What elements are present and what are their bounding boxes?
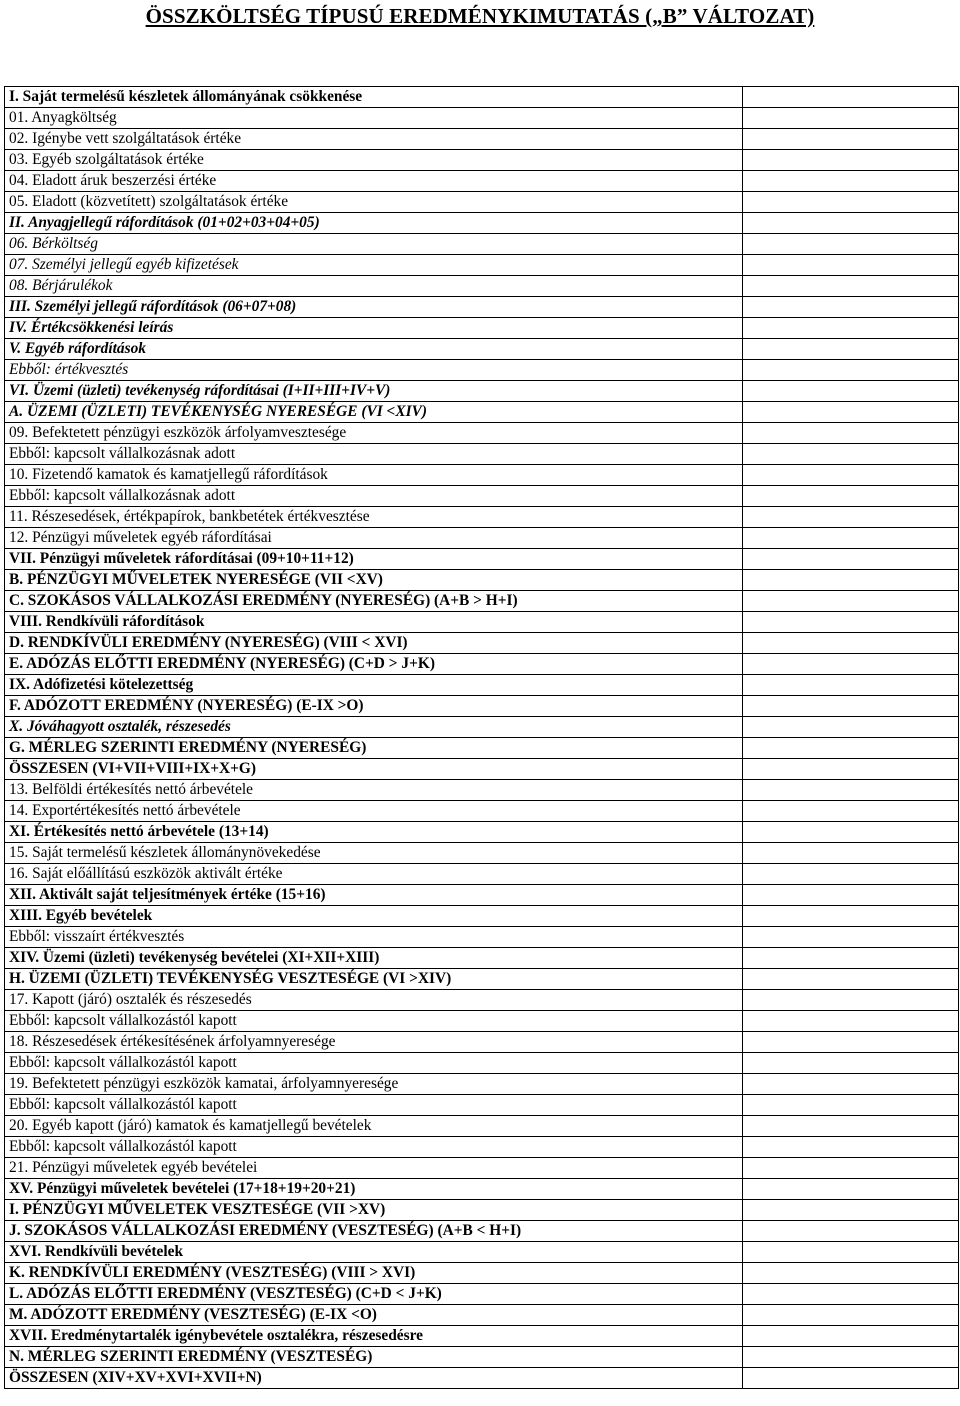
row-label: III. Személyi jellegű ráfordítások (06+07+08) xyxy=(5,297,743,318)
row-label: N. MÉRLEG SZERINTI EREDMÉNY (VESZTESÉG) xyxy=(5,1347,743,1368)
row-value-cell[interactable] xyxy=(743,717,959,738)
table-row xyxy=(5,297,959,318)
row-value-cell[interactable] xyxy=(743,1368,959,1389)
table-row xyxy=(5,822,959,843)
row-value-cell[interactable] xyxy=(743,612,959,633)
table-row xyxy=(5,1116,959,1137)
row-value-cell[interactable] xyxy=(743,1032,959,1053)
row-value-cell[interactable] xyxy=(743,255,959,276)
row-label: 16. Saját előállítású eszközök aktivált értéke xyxy=(5,864,743,885)
row-label: IV. Értékcsökkenési leírás xyxy=(5,318,743,339)
row-label: 03. Egyéb szolgáltatások értéke xyxy=(5,150,743,171)
table-row xyxy=(5,1263,959,1284)
row-value-cell[interactable] xyxy=(743,906,959,927)
table-row xyxy=(5,1179,959,1200)
table-row xyxy=(5,108,959,129)
row-label: VIII. Rendkívüli ráfordítások xyxy=(5,612,743,633)
table-row xyxy=(5,1095,959,1116)
row-label: 18. Részesedések értékesítésének árfolyamnyeresége xyxy=(5,1032,743,1053)
row-label: X. Jóváhagyott osztalék, részesedés xyxy=(5,717,743,738)
table-row xyxy=(5,444,959,465)
row-label: II. Anyagjellegű ráfordítások (01+02+03+04+05) xyxy=(5,213,743,234)
table-row xyxy=(5,1158,959,1179)
table-row xyxy=(5,717,959,738)
row-value-cell[interactable] xyxy=(743,1221,959,1242)
row-value-cell[interactable] xyxy=(743,1200,959,1221)
row-label: Ebből: kapcsolt vállalkozásnak adott xyxy=(5,486,743,507)
row-value-cell[interactable] xyxy=(743,129,959,150)
row-value-cell[interactable] xyxy=(743,1179,959,1200)
table-row xyxy=(5,339,959,360)
row-value-cell[interactable] xyxy=(743,1284,959,1305)
table-row xyxy=(5,885,959,906)
row-label: XII. Aktivált saját teljesítmények értéke (15+16) xyxy=(5,885,743,906)
row-value-cell[interactable] xyxy=(743,360,959,381)
table-row xyxy=(5,1137,959,1158)
row-value-cell[interactable] xyxy=(743,423,959,444)
row-value-cell[interactable] xyxy=(743,213,959,234)
row-label: 09. Befektetett pénzügyi eszközök árfolyamvesztesége xyxy=(5,423,743,444)
row-value-cell[interactable] xyxy=(743,948,959,969)
row-value-cell[interactable] xyxy=(743,1305,959,1326)
table-row xyxy=(5,1368,959,1389)
table-row xyxy=(5,234,959,255)
row-value-cell[interactable] xyxy=(743,234,959,255)
row-label: 13. Belföldi értékesítés nettó árbevétele xyxy=(5,780,743,801)
table-row xyxy=(5,129,959,150)
table-row xyxy=(5,318,959,339)
row-label: 20. Egyéb kapott (járó) kamatok és kamatjellegű bevételek xyxy=(5,1116,743,1137)
table-row xyxy=(5,675,959,696)
table-row xyxy=(5,528,959,549)
row-label: 10. Fizetendő kamatok és kamatjellegű ráfordítások xyxy=(5,465,743,486)
row-label: 15. Saját termelésű készletek állománynövekedése xyxy=(5,843,743,864)
table-row xyxy=(5,213,959,234)
row-value-cell[interactable] xyxy=(743,1053,959,1074)
row-value-cell[interactable] xyxy=(743,1095,959,1116)
row-value-cell[interactable] xyxy=(743,801,959,822)
table-row xyxy=(5,738,959,759)
row-value-cell[interactable] xyxy=(743,108,959,129)
row-value-cell[interactable] xyxy=(743,276,959,297)
table-row xyxy=(5,1242,959,1263)
table-row xyxy=(5,1221,959,1242)
table-row xyxy=(5,780,959,801)
row-label: 19. Befektetett pénzügyi eszközök kamatai, árfolyamnyeresége xyxy=(5,1074,743,1095)
row-value-cell[interactable] xyxy=(743,1347,959,1368)
row-label: ÖSSZESEN (VI+VII+VIII+IX+X+G) xyxy=(5,759,743,780)
row-value-cell[interactable] xyxy=(743,1137,959,1158)
row-value-cell[interactable] xyxy=(743,885,959,906)
row-value-cell[interactable] xyxy=(743,864,959,885)
row-value-cell[interactable] xyxy=(743,318,959,339)
row-label: XVII. Eredménytartalék igénybevétele osztalékra, részesedésre xyxy=(5,1326,743,1347)
table-row xyxy=(5,1074,959,1095)
row-label: Ebből: kapcsolt vállalkozástól kapott xyxy=(5,1011,743,1032)
table-row xyxy=(5,1305,959,1326)
row-value-cell[interactable] xyxy=(743,1263,959,1284)
row-label: 11. Részesedések, értékpapírok, bankbetétek értékvesztése xyxy=(5,507,743,528)
row-value-cell[interactable] xyxy=(743,927,959,948)
table-row xyxy=(5,1032,959,1053)
row-label: IX. Adófizetési kötelezettség xyxy=(5,675,743,696)
table-row xyxy=(5,1200,959,1221)
table-row xyxy=(5,1011,959,1032)
table-row xyxy=(5,1347,959,1368)
row-label: L. ADÓZÁS ELŐTTI EREDMÉNY (VESZTESÉG) (C+D < J+K) xyxy=(5,1284,743,1305)
table-row xyxy=(5,948,959,969)
row-value-cell[interactable] xyxy=(743,1158,959,1179)
row-label: 04. Eladott áruk beszerzési értéke xyxy=(5,171,743,192)
row-label: 02. Igénybe vett szolgáltatások értéke xyxy=(5,129,743,150)
table-row xyxy=(5,360,959,381)
row-label: XV. Pénzügyi műveletek bevételei (17+18+19+20+21) xyxy=(5,1179,743,1200)
row-label: XIII. Egyéb bevételek xyxy=(5,906,743,927)
row-value-cell[interactable] xyxy=(743,87,959,108)
row-label: XVI. Rendkívüli bevételek xyxy=(5,1242,743,1263)
row-label: M. ADÓZOTT EREDMÉNY (VESZTESÉG) (E-IX <O) xyxy=(5,1305,743,1326)
row-label: I. PÉNZÜGYI MŰVELETEK VESZTESÉGE (VII >XV) xyxy=(5,1200,743,1221)
table-row xyxy=(5,507,959,528)
table-row xyxy=(5,570,959,591)
table-row xyxy=(5,969,959,990)
row-value-cell[interactable] xyxy=(743,591,959,612)
table-row xyxy=(5,1284,959,1305)
table-row xyxy=(5,87,959,108)
row-value-cell[interactable] xyxy=(743,1074,959,1095)
table-row xyxy=(5,171,959,192)
row-label: Ebből: értékvesztés xyxy=(5,360,743,381)
table-row xyxy=(5,696,959,717)
row-value-cell[interactable] xyxy=(743,780,959,801)
row-value-cell[interactable] xyxy=(743,1011,959,1032)
income-statement-rows xyxy=(5,87,959,1389)
row-value-cell[interactable] xyxy=(743,1326,959,1347)
table-row xyxy=(5,549,959,570)
table-row xyxy=(5,465,959,486)
row-label: J. SZOKÁSOS VÁLLALKOZÁSI EREDMÉNY (VESZTESÉG) (A+B < H+I) xyxy=(5,1221,743,1242)
row-label: F. ADÓZOTT EREDMÉNY (NYERESÉG) (E-IX >O) xyxy=(5,696,743,717)
table-row xyxy=(5,1326,959,1347)
table-row xyxy=(5,633,959,654)
row-value-cell[interactable] xyxy=(743,507,959,528)
table-row xyxy=(5,906,959,927)
row-label: 17. Kapott (járó) osztalék és részesedés xyxy=(5,990,743,1011)
row-label: K. RENDKÍVÜLI EREDMÉNY (VESZTESÉG) (VIII > XVI) xyxy=(5,1263,743,1284)
row-value-cell[interactable] xyxy=(743,528,959,549)
row-value-cell[interactable] xyxy=(743,381,959,402)
row-label: Ebből: kapcsolt vállalkozástól kapott xyxy=(5,1137,743,1158)
row-label: 01. Anyagköltség xyxy=(5,108,743,129)
row-label: Ebből: visszaírt értékvesztés xyxy=(5,927,743,948)
row-label: A. ÜZEMI (ÜZLETI) TEVÉKENYSÉG NYERESÉGE (VI <XIV) xyxy=(5,402,743,423)
row-value-cell[interactable] xyxy=(743,1242,959,1263)
row-value-cell[interactable] xyxy=(743,402,959,423)
row-label: Ebből: kapcsolt vállalkozásnak adott xyxy=(5,444,743,465)
row-label: 12. Pénzügyi műveletek egyéb ráfordításai xyxy=(5,528,743,549)
row-value-cell[interactable] xyxy=(743,696,959,717)
row-value-cell[interactable] xyxy=(743,150,959,171)
row-value-cell[interactable] xyxy=(743,465,959,486)
row-label: Ebből: kapcsolt vállalkozástól kapott xyxy=(5,1053,743,1074)
row-label: B. PÉNZÜGYI MŰVELETEK NYERESÉGE (VII <XV) xyxy=(5,570,743,591)
row-label: VII. Pénzügyi műveletek ráfordításai (09+10+11+12) xyxy=(5,549,743,570)
table-row xyxy=(5,864,959,885)
table-row xyxy=(5,1053,959,1074)
row-value-cell[interactable] xyxy=(743,654,959,675)
row-value-cell[interactable] xyxy=(743,633,959,654)
row-label: ÖSSZESEN (XIV+XV+XVI+XVII+N) xyxy=(5,1368,743,1389)
row-value-cell[interactable] xyxy=(743,843,959,864)
row-label: H. ÜZEMI (ÜZLETI) TEVÉKENYSÉG VESZTESÉGE (VI >XIV) xyxy=(5,969,743,990)
table-row xyxy=(5,801,959,822)
table-row xyxy=(5,255,959,276)
income-statement-table xyxy=(4,86,959,1389)
table-row xyxy=(5,927,959,948)
row-value-cell[interactable] xyxy=(743,486,959,507)
row-value-cell[interactable] xyxy=(743,759,959,780)
row-value-cell[interactable] xyxy=(743,444,959,465)
row-label: 14. Exportértékesítés nettó árbevétele xyxy=(5,801,743,822)
table-row xyxy=(5,150,959,171)
row-label: I. Saját termelésű készletek állományának csökkenése xyxy=(5,87,743,108)
row-value-cell[interactable] xyxy=(743,990,959,1011)
table-row xyxy=(5,192,959,213)
row-value-cell[interactable] xyxy=(743,1116,959,1137)
table-row xyxy=(5,486,959,507)
row-label: XIV. Üzemi (üzleti) tevékenység bevételei (XI+XII+XIII) xyxy=(5,948,743,969)
row-label: Ebből: kapcsolt vállalkozástól kapott xyxy=(5,1095,743,1116)
row-value-cell[interactable] xyxy=(743,675,959,696)
table-row xyxy=(5,402,959,423)
row-label: XI. Értékesítés nettó árbevétele (13+14) xyxy=(5,822,743,843)
table-row xyxy=(5,654,959,675)
row-value-cell[interactable] xyxy=(743,171,959,192)
table-row xyxy=(5,423,959,444)
row-label: 05. Eladott (közvetített) szolgáltatások értéke xyxy=(5,192,743,213)
row-value-cell[interactable] xyxy=(743,570,959,591)
row-value-cell[interactable] xyxy=(743,969,959,990)
row-value-cell[interactable] xyxy=(743,738,959,759)
table-row xyxy=(5,381,959,402)
row-label: 21. Pénzügyi műveletek egyéb bevételei xyxy=(5,1158,743,1179)
row-value-cell[interactable] xyxy=(743,549,959,570)
table-row xyxy=(5,591,959,612)
row-label: C. SZOKÁSOS VÁLLALKOZÁSI EREDMÉNY (NYERESÉG) (A+B > H+I) xyxy=(5,591,743,612)
page-title: ÖSSZKÖLTSÉG TÍPUSÚ EREDMÉNYKIMUTATÁS („B” VÁLTOZAT) xyxy=(145,4,815,28)
row-label: 06. Bérköltség xyxy=(5,234,743,255)
table-row xyxy=(5,276,959,297)
row-value-cell[interactable] xyxy=(743,297,959,318)
row-label: VI. Üzemi (üzleti) tevékenység ráfordításai (I+II+III+IV+V) xyxy=(5,381,743,402)
row-label: E. ADÓZÁS ELŐTTI EREDMÉNY (NYERESÉG) (C+D > J+K) xyxy=(5,654,743,675)
row-value-cell[interactable] xyxy=(743,192,959,213)
row-label: D. RENDKÍVÜLI EREDMÉNY (NYERESÉG) (VIII < XVI) xyxy=(5,633,743,654)
table-row xyxy=(5,612,959,633)
table-row xyxy=(5,843,959,864)
table-row xyxy=(5,990,959,1011)
row-value-cell[interactable] xyxy=(743,339,959,360)
row-value-cell[interactable] xyxy=(743,822,959,843)
row-label: 07. Személyi jellegű egyéb kifizetések xyxy=(5,255,743,276)
row-label: V. Egyéb ráfordítások xyxy=(5,339,743,360)
row-label: G. MÉRLEG SZERINTI EREDMÉNY (NYERESÉG) xyxy=(5,738,743,759)
table-row xyxy=(5,759,959,780)
row-label: 08. Bérjárulékok xyxy=(5,276,743,297)
